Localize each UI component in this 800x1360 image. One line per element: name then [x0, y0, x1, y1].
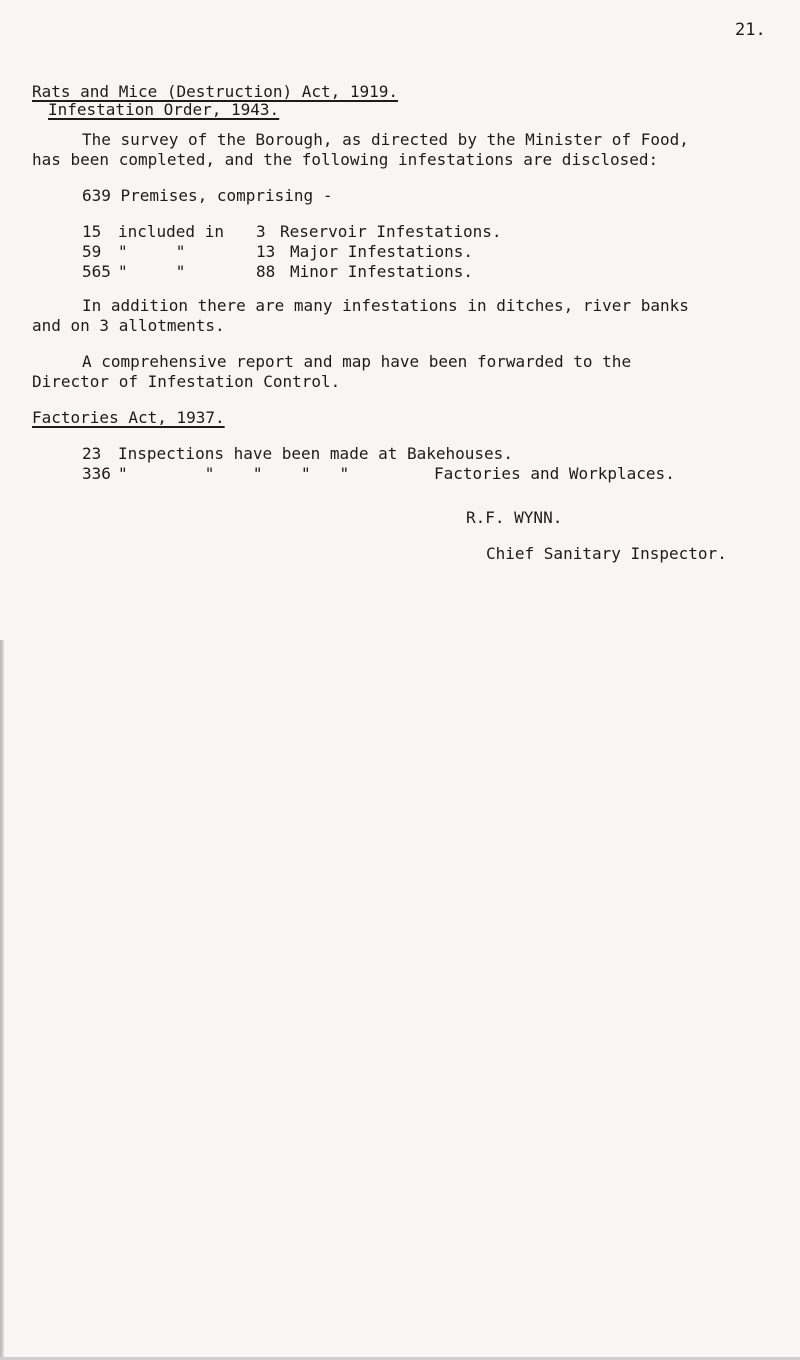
signature-title: Chief Sanitary Inspector. [486, 544, 727, 563]
premises-total: 639 Premises, comprising - [82, 186, 333, 205]
signature-name: R.F. WYNN. [466, 508, 563, 527]
factories-heading: Factories Act, 1937. [32, 408, 225, 427]
report-line-2: Director of Infestation Control. [32, 372, 341, 391]
premises-row-desc: Minor Infestations. [290, 262, 474, 281]
premises-row-number: 565 [82, 262, 111, 281]
addition-line-1: In addition there are many infestations in ditches, river banks [82, 296, 689, 315]
factories-row-number: 336 [82, 464, 111, 483]
premises-row-text: included in [118, 222, 224, 241]
premises-row-count: 3 [256, 222, 266, 241]
factories-ditto-marks: " " " " " [118, 464, 350, 483]
premises-row-text: " " [118, 262, 186, 281]
act-heading: Rats and Mice (Destruction) Act, 1919. [32, 82, 399, 101]
factories-row-text: Factories and Workplaces. [434, 464, 675, 483]
factories-row-number: 23 [82, 444, 102, 463]
premises-row-count: 13 [256, 242, 276, 261]
premises-row-count: 88 [256, 262, 276, 281]
page-number: 21. [735, 20, 766, 40]
addition-line-2: and on 3 allotments. [32, 316, 225, 335]
intro-line-1: The survey of the Borough, as directed by the Minister of Food, [82, 130, 689, 149]
premises-row-desc: Reservoir Infestations. [280, 222, 502, 241]
order-heading: Infestation Order, 1943. [48, 100, 280, 119]
premises-row-text: " " [118, 242, 186, 261]
premises-row-number: 59 [82, 242, 102, 261]
premises-row-desc: Major Infestations. [290, 242, 474, 261]
scan-shadow [0, 640, 4, 1360]
report-line-1: A comprehensive report and map have been forwarded to the [82, 352, 632, 371]
premises-row-number: 15 [82, 222, 102, 241]
factories-row-text: Inspections have been made at Bakehouses. [118, 444, 513, 463]
intro-line-2: has been completed, and the following infestations are disclosed: [32, 150, 659, 169]
